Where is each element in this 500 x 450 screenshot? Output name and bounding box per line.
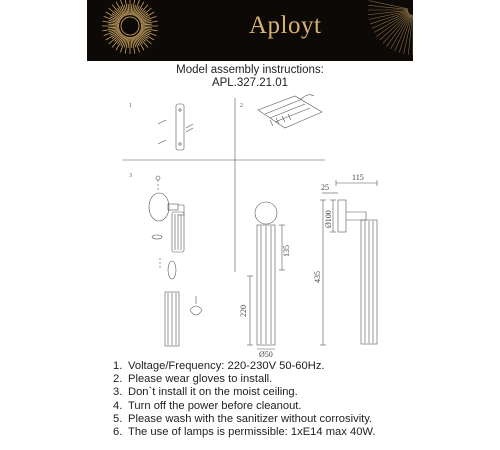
instruction-item: 3. Don`t install it on the moist ceiling. [113, 386, 298, 399]
title-line-1: Model assembly instructions: [176, 64, 324, 76]
step-number-3: 3 [129, 173, 132, 179]
instruction-item: 4. Turn off the power before cleanout. [113, 399, 302, 412]
instruction-item: 5. Please wash with the sanitizer without corrosivity. [113, 412, 373, 425]
front-view-drawing [247, 202, 285, 349]
title-line-2: APL.327.21.01 [211, 77, 289, 89]
exploded-assembly-drawing [149, 176, 202, 346]
dim-50: Ø50 [259, 350, 273, 359]
step-number-2: 2 [240, 103, 243, 109]
side-view-drawing [320, 180, 377, 345]
brand-name: Aployt [249, 12, 322, 39]
dim-135: 135 [282, 245, 291, 257]
dim-220: 220 [239, 305, 248, 317]
mounting-plate-drawing [158, 104, 193, 150]
instructions-list [113, 360, 375, 439]
dim-100: Ø100 [324, 210, 333, 228]
instruction-item: 1. Voltage/Frequency: 220-230V 50-60Hz. [113, 360, 325, 372]
wiring-drawing [258, 95, 322, 128]
dim-25: 25 [321, 183, 329, 192]
dim-115: 115 [352, 173, 364, 182]
dim-435: 435 [313, 271, 322, 283]
step-number-1: 1 [129, 103, 132, 109]
instruction-item: 2. Please wear gloves to install. [113, 373, 273, 386]
instruction-item: 6. The use of lamps is permissible: 1xE14 max 40W. [113, 426, 376, 439]
